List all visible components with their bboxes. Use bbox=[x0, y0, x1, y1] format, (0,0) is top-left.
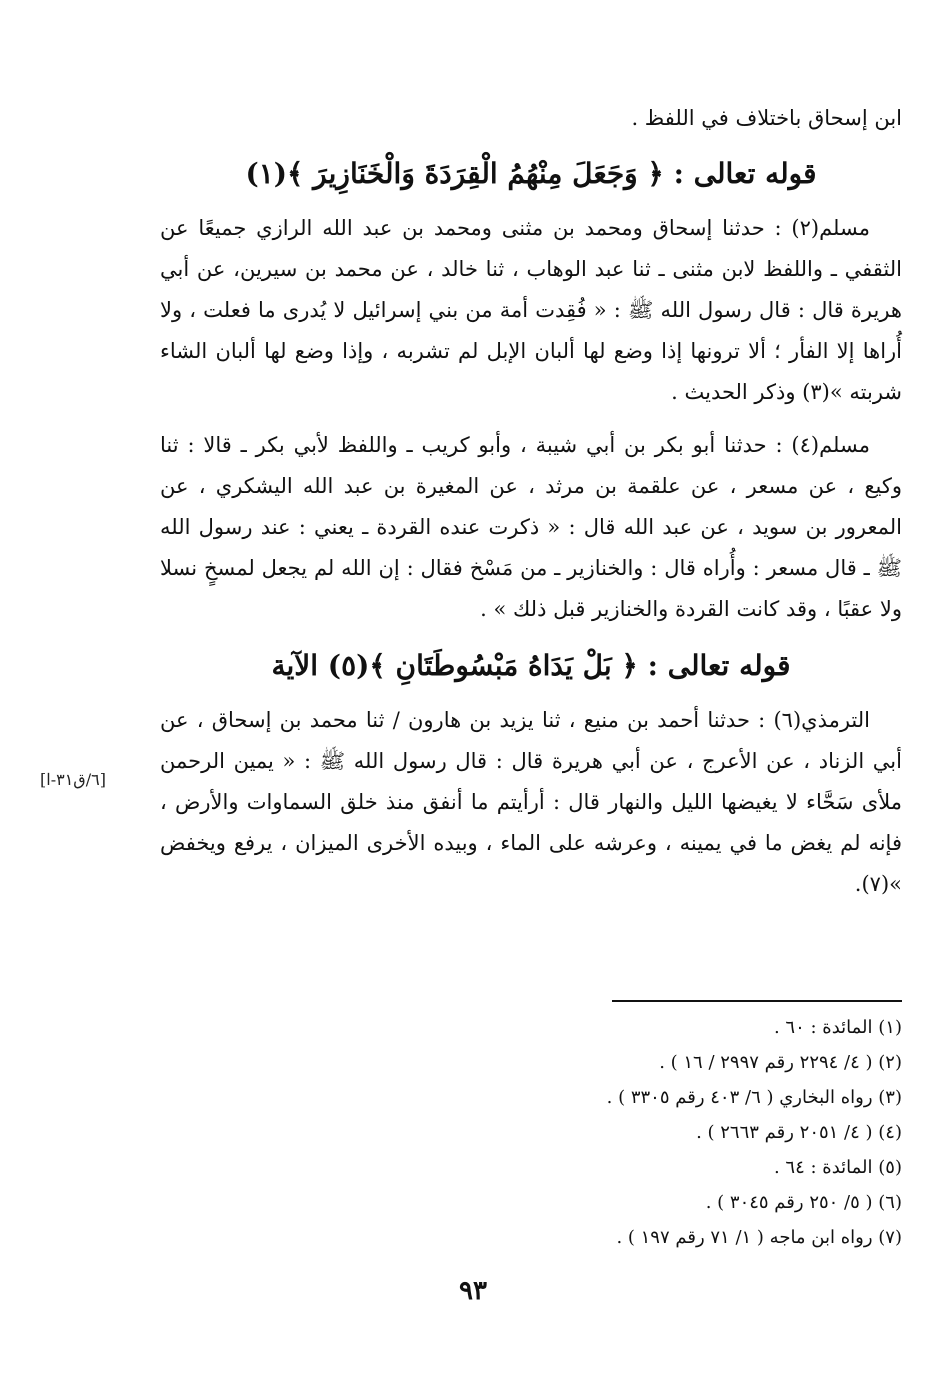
intro-line: ابن إسحاق باختلاف في اللفظ . bbox=[631, 106, 902, 130]
footnote-item: (٦) ( ٥/ ٢٥٠ رقم ٣٠٤٥ ) . bbox=[705, 1192, 902, 1213]
footnote-item: (٣) رواه البخاري ( ٦/ ٤٠٣ رقم ٣٣٠٥ ) . bbox=[606, 1087, 902, 1108]
page-body bbox=[160, 98, 902, 917]
hadith-paragraph-3: الترمذي(٦) : حدثنا أحمد بن منيع ، ثنا يزيد بن هارون / ثنا محمد بن إسحاق ، عن أبي الزناد ، عن الأعرج ، عن أبي هريرة قال : قال رسول الله ﷺ : « يمين الرحمن ملأى سَحَّاء لا يغيضها الليل والنهار قال : أرأيتم ما أنفق منذ خلق السماوات والأرض ، فإنه لم يغض ما في يمينه ، وعرشه على الماء ، وبيده الأخرى الميزان ، يرفع ويخفض »(٧). bbox=[160, 708, 902, 896]
footnote-item: (٢) ( ٤/ ٢٢٩٤ رقم ٢٩٩٧ / ١٦ ) . bbox=[659, 1052, 902, 1073]
footnotes bbox=[400, 1010, 902, 1255]
footnote-item: (٥) المائدة : ٦٤ . bbox=[773, 1157, 902, 1178]
footnote-divider bbox=[612, 1000, 902, 1002]
hadith-paragraph-1: مسلم(٢) : حدثنا إسحاق ومحمد بن مثنى ومحمد بن عبد الله الرازي جميعًا عن الثقفي ـ واللفظ لابن مثنى ـ ثنا عبد الوهاب ، ثنا خالد ، عن محمد بن سيرين، عن أبي هريرة قال : قال رسول الله ﷺ : « فُقِدت أمة من بني إسرائيل لا يُدرى ما فعلت ، ولا أُراها إلا الفأر ؛ ألا ترونها إذا وضع لها ألبان الإبل لم تشربه ، وإذا وضع لها ألبان الشاء شربته »(٣) وذكر الحديث . bbox=[160, 216, 902, 404]
verse-heading-1: قوله تعالى : ﴿ وَجَعَلَ مِنْهُمُ الْقِرَدَةَ وَالْخَنَازِيرَ ﴾(١) bbox=[245, 157, 817, 190]
footnote-item: (٤) ( ٤/ ٢٠٥١ رقم ٢٦٦٣ ) . bbox=[696, 1122, 902, 1143]
footnote-item: (٧) رواه ابن ماجه ( ١/ ٧١ رقم ١٩٧ ) . bbox=[616, 1227, 902, 1248]
hadith-paragraph-2: مسلم(٤) : حدثنا أبو بكر بن أبي شيبة ، وأبو كريب ـ واللفظ لأبي بكر ـ قالا : ثنا وكيع ، عن مسعر ، عن علقمة بن مرثد ، عن المغيرة بن عبد الله اليشكري ، عن المعرور بن سويد ، عن عبد الله قال : « ذكرت عنده القردة ـ يعني : عند رسول الله ﷺ ـ قال مسعر : وأُراه قال : والخنازير ـ من مَسْخ فقال : إن الله لم يجعل لمسخٍ نسلا ولا عقبًا ، وقد كانت القردة والخنازير قبل ذلك » . bbox=[160, 433, 902, 621]
verse-heading-2: قوله تعالى : ﴿ بَلْ يَدَاهُ مَبْسُوطَتَانِ ﴾(٥) الآية bbox=[271, 649, 791, 682]
manuscript-margin-note: [٦/ق٣١-ا] bbox=[40, 770, 106, 789]
footnote-item: (١) المائدة : ٦٠ . bbox=[773, 1017, 902, 1038]
page-number: ٩٣ bbox=[459, 1276, 487, 1306]
